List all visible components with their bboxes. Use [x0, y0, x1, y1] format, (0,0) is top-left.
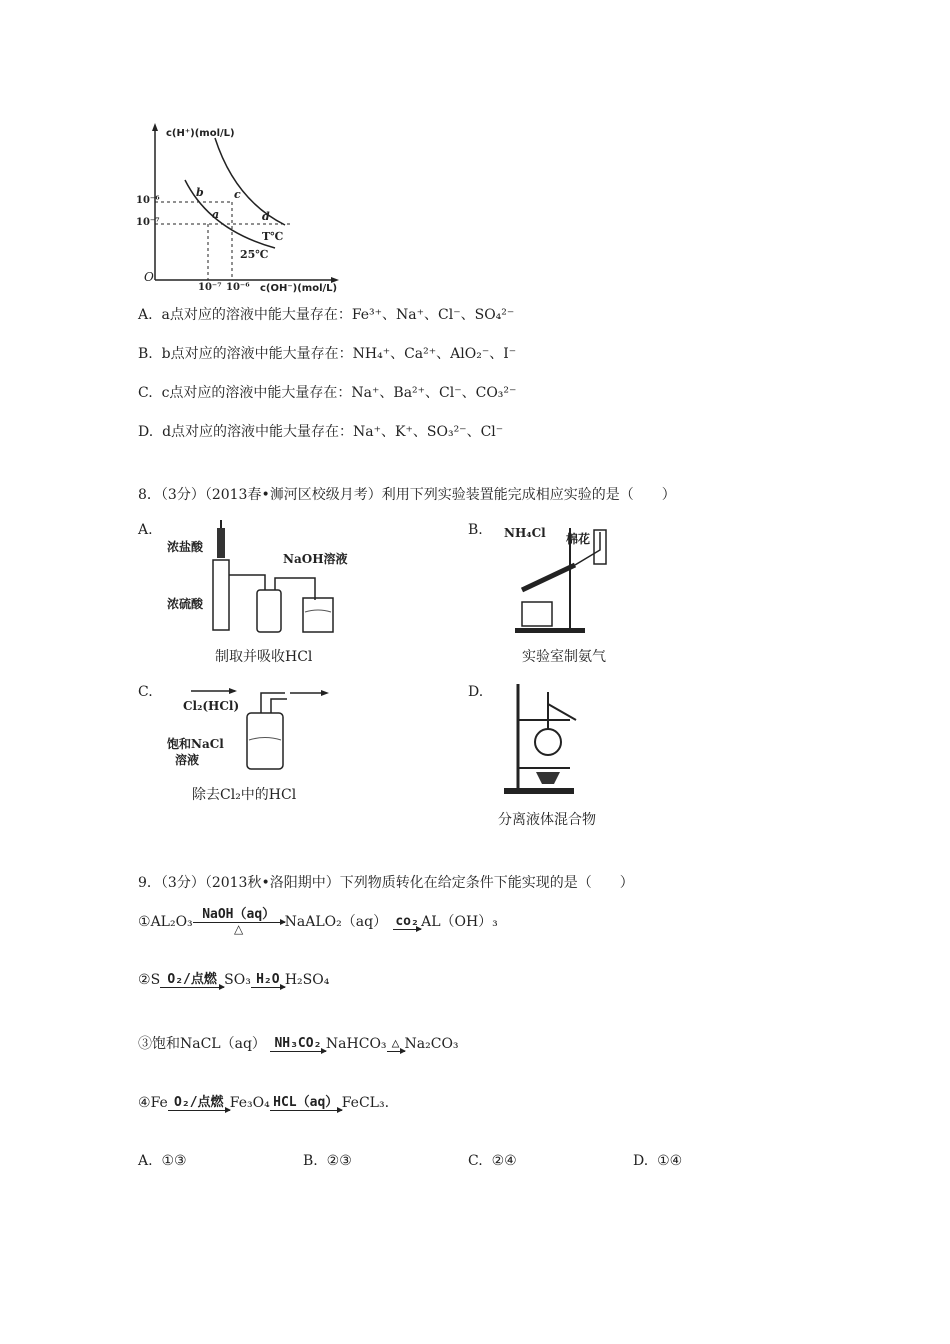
apparatus-b: NH₄Cl 棉花: [500, 520, 630, 640]
q8-option-d-letter[interactable]: D.: [468, 684, 484, 700]
q9-reaction-1: ①AL₂O₃ NaOH（aq） △ NaALO₂（aq） co₂ AL（OH）₃: [138, 907, 498, 936]
q8-option-a-letter[interactable]: A.: [138, 522, 153, 538]
point-c: c: [234, 188, 241, 201]
q9-reaction-2: ②S O₂/点燃 SO₃ H₂O H₂SO₄: [138, 971, 330, 988]
q7-option-b[interactable]: B. b点对应的溶液中能大量存在：NH₄⁺、Ca²⁺、AlO₂⁻、I⁻: [138, 346, 517, 362]
wash-bottle: [247, 713, 283, 769]
y-axis-label: c(H⁺)(mol/L): [166, 128, 235, 139]
reaction-arrow: O₂/点燃: [168, 1096, 230, 1111]
q8-d-caption: 分离液体混合物: [498, 812, 596, 828]
apparatus-c: Cl₂(HCl) 饱和NaCl 溶液: [165, 685, 335, 775]
heated-tube: [522, 565, 575, 590]
reaction-arrow: O₂/点燃: [160, 973, 224, 988]
reaction-arrow: HCL（aq）: [270, 1096, 342, 1111]
apparatus-d-drawing: [498, 680, 588, 800]
q7-option-a[interactable]: A. a点对应的溶液中能大量存在：Fe³⁺、Na⁺、Cl⁻、SO₄²⁻: [138, 307, 515, 323]
apparatus-a: 浓盐酸 浓硫酸 NaOH溶液: [165, 520, 355, 640]
curve-25-label: 25℃: [240, 248, 269, 261]
point-d: d: [262, 210, 270, 223]
q9-stem: 9．（3分）（2013秋•洛阳期中）下列物质转化在给定条件下能实现的是（ ）: [138, 875, 634, 891]
q7-option-c[interactable]: C. c点对应的溶液中能大量存在：Na⁺、Ba²⁺、Cl⁻、CO₃²⁻: [138, 385, 517, 401]
q8-a-caption: 制取并吸收HCl: [215, 649, 313, 665]
apparatus-d: [498, 680, 588, 800]
q8-stem: 8．（3分）（2013春•浉河区校级月考）利用下列实验装置能完成相应实验的是（ ）: [138, 487, 676, 503]
origin-label: O: [144, 270, 154, 284]
reaction-arrow: co₂: [393, 915, 421, 930]
q9-option-c[interactable]: C. ②④: [468, 1153, 517, 1169]
q8-b-caption: 实验室制氨气: [522, 649, 606, 665]
reaction-arrow: NH₃CO₂: [270, 1037, 326, 1052]
ph-concentration-graph: [136, 120, 340, 300]
point-b: b: [196, 186, 204, 199]
q9-option-a[interactable]: A. ①③: [138, 1153, 187, 1169]
reaction-arrow: △: [387, 1037, 405, 1052]
stand-base: [515, 628, 585, 633]
q8-option-c-letter[interactable]: C.: [138, 684, 153, 700]
lamp: [536, 772, 560, 784]
beaker: [303, 598, 333, 632]
y-axis-arrow: [152, 123, 158, 131]
q9-reaction-3: ③饱和NaCL（aq） NH₃CO₂ NaHCO₃ △ Na₂CO₃: [138, 1035, 459, 1052]
stand-base: [504, 788, 574, 794]
curve-T: [215, 138, 285, 225]
curve-T-label: T℃: [262, 230, 284, 243]
y-tick-high: 10⁻⁶: [136, 195, 160, 206]
y-tick-low: 10⁻⁷: [136, 217, 160, 228]
x-tick-high: 10⁻⁶: [226, 282, 250, 293]
graph-svg: [140, 120, 340, 300]
x-axis-label: c(OH⁻)(mol/L): [260, 283, 338, 294]
q8-option-b-letter[interactable]: B.: [468, 522, 483, 538]
flask: [535, 729, 561, 755]
lamp: [522, 602, 552, 626]
q9-option-b[interactable]: B. ②③: [303, 1153, 352, 1169]
point-a: a: [212, 208, 220, 221]
q9-reaction-4: ④Fe O₂/点燃 Fe₃O₄ HCL（aq） FeCL₃.: [138, 1094, 390, 1111]
reaction-arrow: H₂O: [251, 973, 285, 988]
reaction-arrow: NaOH（aq） △: [193, 908, 285, 936]
q9-option-d[interactable]: D. ①④: [633, 1153, 683, 1169]
dropping-funnel: [217, 528, 225, 558]
test-tube: [213, 560, 229, 630]
q7-option-d[interactable]: D. d点对应的溶液中能大量存在：Na⁺、K⁺、SO₃²⁻、Cl⁻: [138, 424, 504, 440]
gas-bottle: [257, 590, 281, 632]
x-tick-low: 10⁻⁷: [198, 282, 222, 293]
q8-c-caption: 除去Cl₂中的HCl: [192, 787, 297, 803]
